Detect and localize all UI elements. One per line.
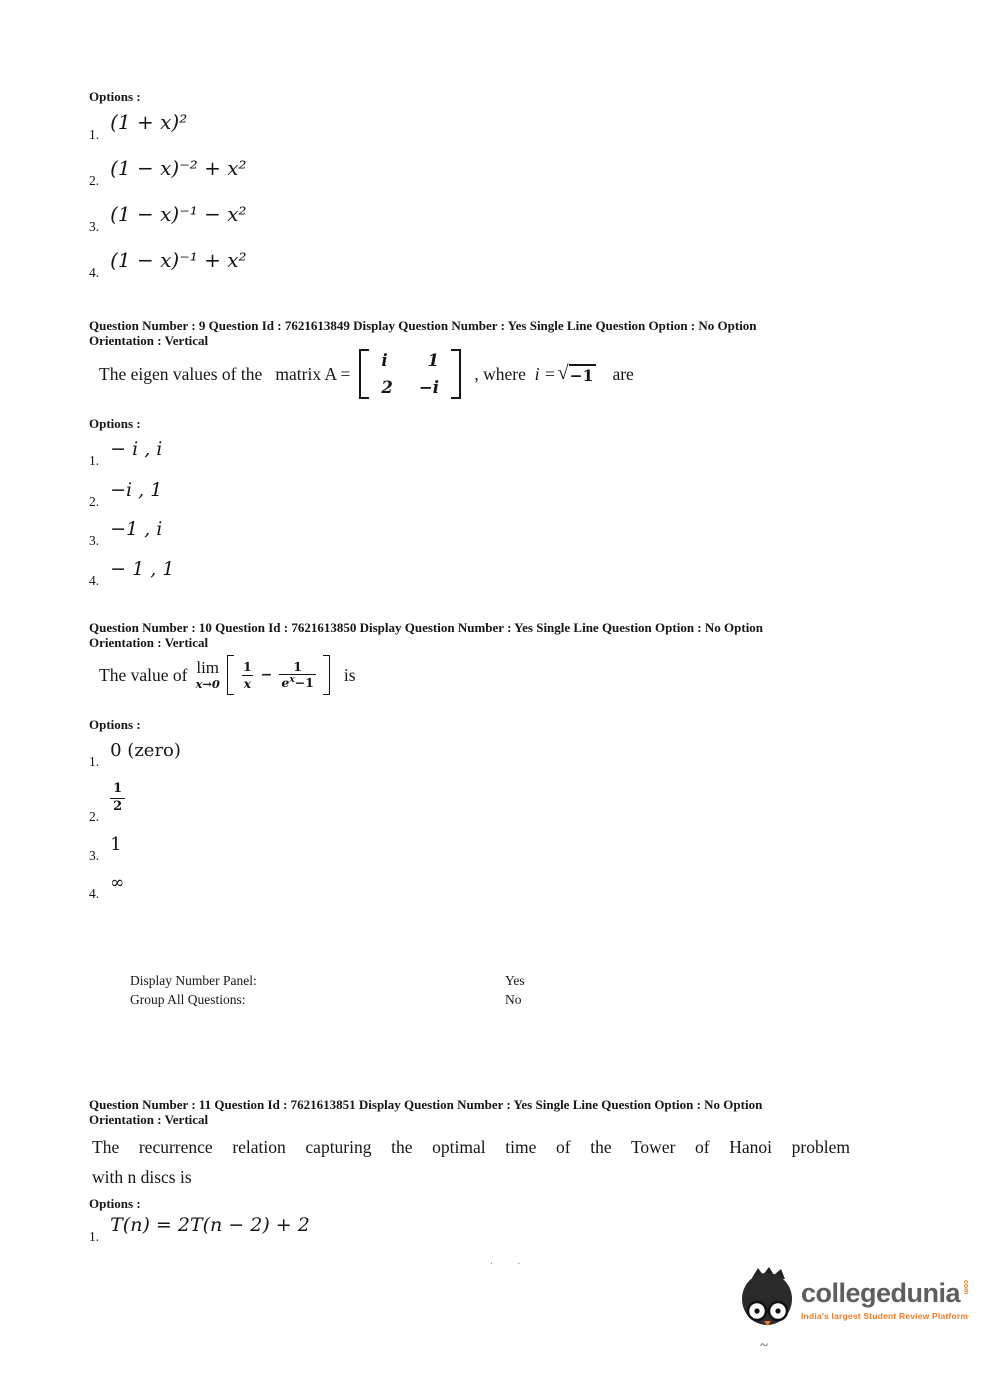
matrix-cell: 2	[381, 378, 393, 397]
panel-label: Group All Questions:	[130, 992, 246, 1007]
fraction-one-over-ex-minus-1	[279, 659, 316, 691]
denominator: 2	[110, 798, 125, 816]
option-row	[89, 156, 247, 188]
left-bracket	[227, 655, 234, 695]
option-row	[89, 873, 125, 901]
option-number: 3.	[89, 219, 100, 234]
option-row	[89, 834, 122, 863]
option-number: 1.	[89, 453, 100, 468]
numerator: 1	[242, 658, 252, 674]
question-9-text	[99, 349, 634, 399]
exponent-x: x	[289, 675, 295, 686]
matrix-cell: 1	[427, 351, 439, 370]
i-equals: i =	[534, 363, 556, 384]
matrix-cell: −i	[418, 378, 439, 397]
option-expression: (1 − x)⁻¹ + x²	[110, 248, 247, 272]
question-text: , where	[469, 363, 535, 384]
question-text: is	[343, 664, 356, 685]
question-settings-panel	[130, 973, 525, 1008]
option-row	[89, 248, 247, 280]
option-row	[89, 740, 181, 769]
question-11-text	[92, 1132, 850, 1192]
question-text-line: with n discs is	[92, 1167, 192, 1187]
option-row	[89, 558, 175, 588]
option-expression: (1 − x)⁻¹ − x²	[110, 202, 247, 226]
option-expression: (1 − x)⁻² + x²	[110, 156, 247, 180]
option-expression: −1 , i	[110, 518, 163, 540]
option-row	[89, 110, 188, 142]
limit-operator	[195, 659, 220, 691]
brand-tagline: India's largest Student Review Platform	[801, 1311, 969, 1321]
question-10-header	[89, 620, 959, 650]
minus-one: −1	[294, 675, 314, 691]
matrix-cell: i	[381, 351, 388, 370]
options-label: Options :	[89, 1196, 141, 1211]
option-number: 2.	[89, 173, 100, 188]
numerator: 1	[113, 781, 123, 796]
footer-dots: . .	[490, 1255, 521, 1267]
option-expression: (1 + x)²	[110, 110, 188, 134]
collegedunia-logo	[740, 1266, 969, 1328]
question-header-line: Orientation : Vertical	[89, 1112, 209, 1127]
brand-suffix: com	[962, 1280, 970, 1295]
question-text: are	[612, 363, 634, 384]
bracketed-expression	[227, 655, 330, 695]
option-number: 2.	[89, 808, 100, 824]
option-expression: − 1 , 1	[110, 558, 175, 580]
option-row	[89, 781, 125, 824]
matrix-A	[359, 349, 461, 399]
e-base: e	[281, 675, 290, 691]
option-number: 3.	[89, 533, 100, 548]
question-11-header	[89, 1097, 959, 1127]
option-expression: ∞	[110, 873, 125, 893]
option-expression: T(n) = 2T(n − 2) + 2	[110, 1214, 310, 1236]
matrix-cells	[369, 349, 451, 399]
minus-sign: −	[260, 667, 273, 683]
question-header-line: Question Number : 10 Question Id : 7621613850 Display Question Number : Yes Single Line Question Option : No Option	[89, 620, 764, 635]
footer-tilde-mark: ~	[760, 1338, 769, 1354]
question-header-line: Question Number : 9 Question Id : 7621613849 Display Question Number : Yes Single Line Question Option : No Option	[89, 318, 757, 333]
panel-value: Yes	[505, 973, 525, 988]
numerator: 1	[293, 658, 302, 674]
denominator: x	[243, 675, 252, 691]
option-row	[89, 202, 247, 234]
question-text-line: The recurrence relation capturing the optimal time of the Tower of Hanoi problem	[92, 1137, 850, 1157]
option-row	[89, 1214, 310, 1244]
option-row	[89, 518, 163, 548]
lim-subscript: x→0	[195, 677, 220, 692]
options-label: Options :	[89, 89, 141, 104]
options-label: Options :	[89, 416, 141, 431]
question-text: The eigen values of the matrix A =	[99, 363, 351, 384]
question-header-line: Orientation : Vertical	[89, 635, 209, 650]
radicand: −1	[569, 364, 597, 386]
option-number: 1.	[89, 127, 100, 142]
option-fraction	[110, 781, 125, 816]
option-number: 4.	[89, 573, 100, 588]
option-expression: 0 (zero)	[110, 740, 181, 761]
option-number: 4.	[89, 886, 100, 901]
brand-name: collegedunia	[801, 1278, 961, 1308]
option-row	[89, 438, 163, 468]
option-expression: 1	[110, 834, 122, 855]
radical-sign: √	[557, 361, 569, 384]
right-bracket	[323, 655, 330, 695]
option-number: 4.	[89, 265, 100, 280]
collegedunia-owl-icon	[740, 1266, 794, 1328]
options-label: Options :	[89, 717, 141, 732]
fraction-one-over-x	[241, 659, 254, 691]
question-text: The value of	[99, 664, 188, 685]
sqrt-expression	[558, 363, 597, 386]
question-9-header	[89, 318, 959, 348]
lim-word: lim	[196, 658, 220, 678]
matrix-right-bracket	[451, 349, 461, 399]
option-row	[89, 479, 163, 509]
option-number: 2.	[89, 494, 100, 509]
option-expression: − i , i	[110, 438, 163, 460]
option-number: 1.	[89, 1229, 100, 1244]
option-expression: −i , 1	[110, 479, 163, 501]
question-10-text	[99, 655, 356, 695]
option-number: 3.	[89, 848, 100, 863]
question-header-line: Orientation : Vertical	[89, 333, 209, 348]
question-header-line: Question Number : 11 Question Id : 7621613851 Display Question Number : Yes Single Line Question Option : No Option	[89, 1097, 763, 1112]
option-number: 1.	[89, 754, 100, 769]
panel-label: Display Number Panel:	[130, 973, 257, 988]
panel-value: No	[505, 992, 522, 1007]
matrix-left-bracket	[359, 349, 369, 399]
denominator	[279, 674, 316, 691]
